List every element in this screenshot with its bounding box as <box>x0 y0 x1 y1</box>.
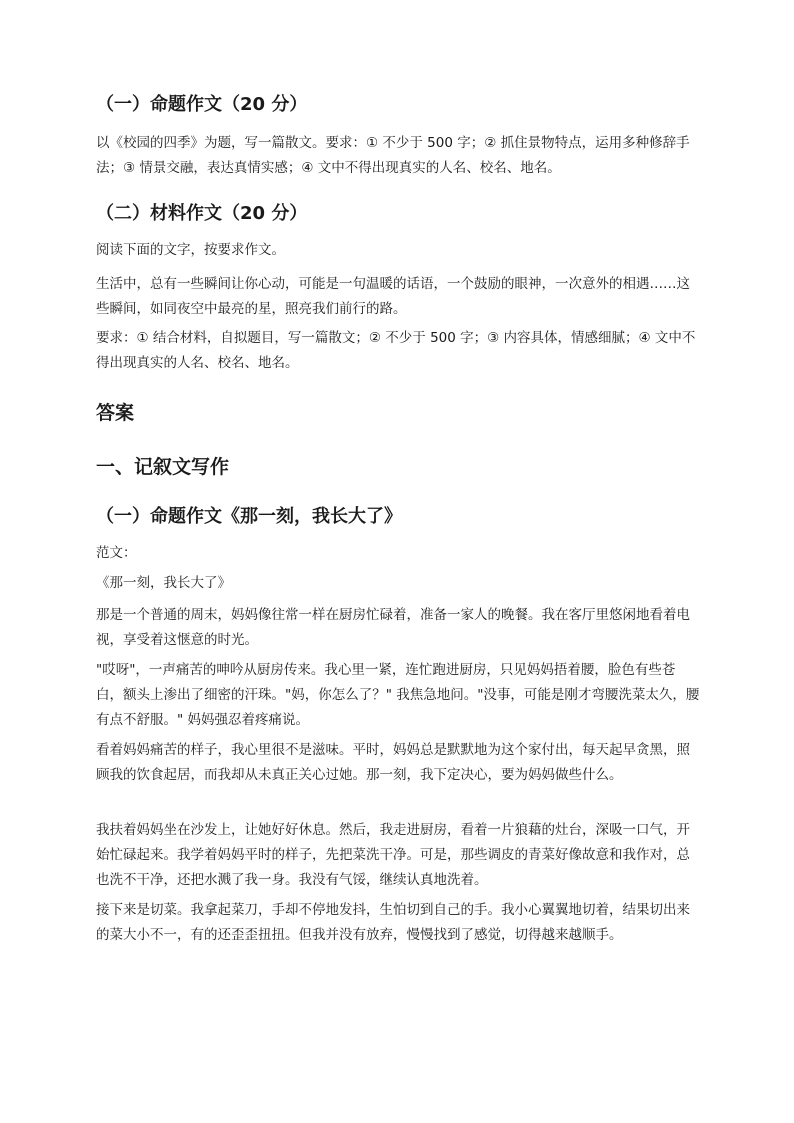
essay-title: 《那一刻，我长大了》 <box>96 575 231 591</box>
essay-paragraph: "哎呀"，一声痛苦的呻吟从厨房传来。我心里一紧，连忙跑进厨房，只见妈妈捂着腰，脸色有些苍白，额头上渗出了细密的汗珠。"妈，你怎么了？" 我焦急地问。"没事，可能是刚才弯腰洗菜太久，腰有点不舒服。" 妈妈强忍着疼痛说。 <box>96 662 700 728</box>
essay-paragraph: 我扶着妈妈坐在沙发上，让她好好休息。然后，我走进厨房，看着一片狼藉的灶台，深吸一口气，开始忙碌起来。我学着妈妈平时的样子，先把菜洗干净。可是，那些调皮的青菜好像故意和我作对，总也洗不干净，还把水溅了我一身。我没有气馁，继续认真地洗着。 <box>96 822 690 888</box>
essay-paragraph: 那是一个普通的周末，妈妈像往常一样在厨房忙碌着，准备一家人的晚餐。我在客厅里悠闲地看着电视，享受着这惬意的时光。 <box>96 607 690 648</box>
essay-heading: （一）命题作文《那一刻，我长大了》 <box>96 506 402 527</box>
material-requirements: 要求：① 结合材料，自拟题目，写一篇散文；② 不少于 500 字；③ 内容具体，情感细腻；④ 文中不得出现真实的人名、校名、地名。 <box>96 330 696 371</box>
part-heading-narrative: 一、记叙文写作 <box>96 456 230 478</box>
section-title-material: （二）材料作文（20 分） <box>96 203 308 224</box>
section-title-proposition: （一）命题作文（20 分） <box>96 94 308 115</box>
essay-paragraph: 看着妈妈痛苦的样子，我心里很不是滋味。平时，妈妈总是默默地为这个家付出，每天起早贪黑，照顾我的饮食起居，而我却从未真正关心过她。那一刻，我下定决心，要为妈妈做些什么。 <box>96 742 690 783</box>
material-intro: 阅读下面的文字，按要求作文。 <box>96 242 285 258</box>
essay-paragraph: 接下来是切菜。我拿起菜刀，手却不停地发抖，生怕切到自己的手。我小心翼翼地切着，结果切出来的菜大小不一，有的还歪歪扭扭。但我并没有放弃，慢慢找到了感觉，切得越来越顺手。 <box>96 902 690 943</box>
material-text: 生活中，总有一些瞬间让你心动，可能是一句温暖的话语，一个鼓励的眼神，一次意外的相遇……这些瞬间，如同夜空中最亮的星，照亮我们前行的路。 <box>96 276 690 317</box>
answer-heading: 答案 <box>96 402 135 424</box>
sample-label: 范文： <box>96 545 137 561</box>
section-requirements-proposition: 以《校园的四季》为题，写一篇散文。要求：① 不少于 500 字；② 抓住景物特点，运用多种修辞手法；③ 情景交融，表达真情实感；④ 文中不得出现真实的人名、校名、地名。 <box>96 135 690 176</box>
